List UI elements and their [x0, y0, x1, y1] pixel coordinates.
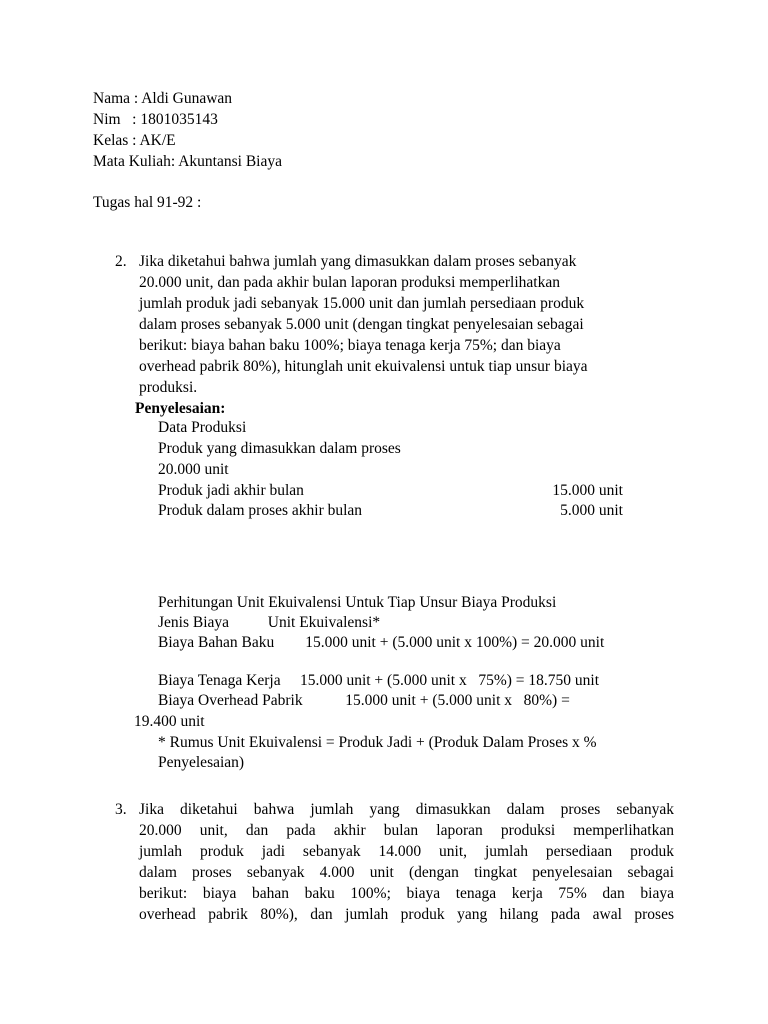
overhead-row: Biaya Overhead Pabrik 15.000 unit + (5.000 unit x 80%) =	[158, 692, 570, 709]
rumus-line: Penyelesaian)	[158, 754, 245, 771]
question-2-line: Jika diketahui bahwa jumlah yang dimasukkan dalam proses sebanyak	[139, 253, 577, 270]
tenaga-kerja-row: Biaya Tenaga Kerja 15.000 unit + (5.000 unit x 75%) = 18.750 unit	[158, 672, 600, 689]
produk-jadi-label: Produk jadi akhir bulan	[158, 482, 304, 499]
produk-proses-label: Produk dalam proses akhir bulan	[158, 502, 363, 519]
assignment-title: Tugas hal 91-92 :	[93, 194, 202, 211]
produk-jadi-value: 15.000 unit	[552, 482, 623, 499]
question-3-line: berikut: biaya bahan baku 100%; biaya tenaga kerja 75% dan biaya	[139, 885, 674, 902]
overhead-result: 19.400 unit	[134, 713, 205, 730]
data-produksi-heading: Data Produksi	[158, 419, 247, 436]
question-2-line: overhead pabrik 80%), hitunglah unit ekuivalensi untuk tiap unsur biaya	[139, 358, 588, 375]
question-3-line: Jika diketahui bahwa jumlah yang dimasukkan dalam proses sebanyak	[139, 801, 674, 818]
question-2-line: jumlah produk jadi sebanyak 15.000 unit dan jumlah persediaan produk	[139, 295, 585, 312]
student-nim: Nim : 1801035143	[93, 111, 218, 128]
student-name: Nama : Aldi Gunawan	[93, 90, 233, 107]
bahan-baku-row: Biaya Bahan Baku 15.000 unit + (5.000 unit x 100%) = 20.000 unit	[158, 634, 605, 651]
question-3-line: 20.000 unit, dan pada akhir bulan laporan produksi memperlihatkan	[139, 822, 674, 839]
question-2-number: 2.	[115, 253, 127, 270]
question-2-line: 20.000 unit, dan pada akhir bulan laporan produksi memperlihatkan	[139, 274, 560, 291]
question-2-line: berikut: biaya bahan baku 100%; biaya tenaga kerja 75%; dan biaya	[139, 337, 561, 354]
produk-dimasukkan-value: 20.000 unit	[158, 461, 229, 478]
rumus-line: * Rumus Unit Ekuivalensi = Produk Jadi + (Produk Dalam Proses x %	[158, 734, 597, 751]
question-3-number: 3.	[115, 801, 127, 818]
course-name: Mata Kuliah: Akuntansi Biaya	[93, 153, 282, 170]
question-3-line: jumlah produk jadi sebanyak 14.000 unit, jumlah persediaan produk	[139, 843, 674, 860]
perhitungan-title: Perhitungan Unit Ekuivalensi Untuk Tiap Unsur Biaya Produksi	[158, 594, 557, 611]
produk-dimasukkan-label: Produk yang dimasukkan dalam proses	[158, 440, 401, 457]
produk-proses-value: 5.000 unit	[560, 502, 623, 519]
question-2-line: produksi.	[139, 379, 198, 396]
table-header: Jenis Biaya Unit Ekuivalensi*	[158, 614, 381, 631]
solution-heading: Penyelesaian:	[135, 400, 226, 417]
student-class: Kelas : AK/E	[93, 132, 176, 149]
question-2-line: dalam proses sebanyak 5.000 unit (dengan tingkat penyelesaian sebagai	[139, 316, 584, 333]
question-3-line: dalam proses sebanyak 4.000 unit (dengan tingkat penyelesaian sebagai	[139, 864, 674, 881]
question-3-line: overhead pabrik 80%), dan jumlah produk yang hilang pada awal proses	[139, 906, 674, 923]
